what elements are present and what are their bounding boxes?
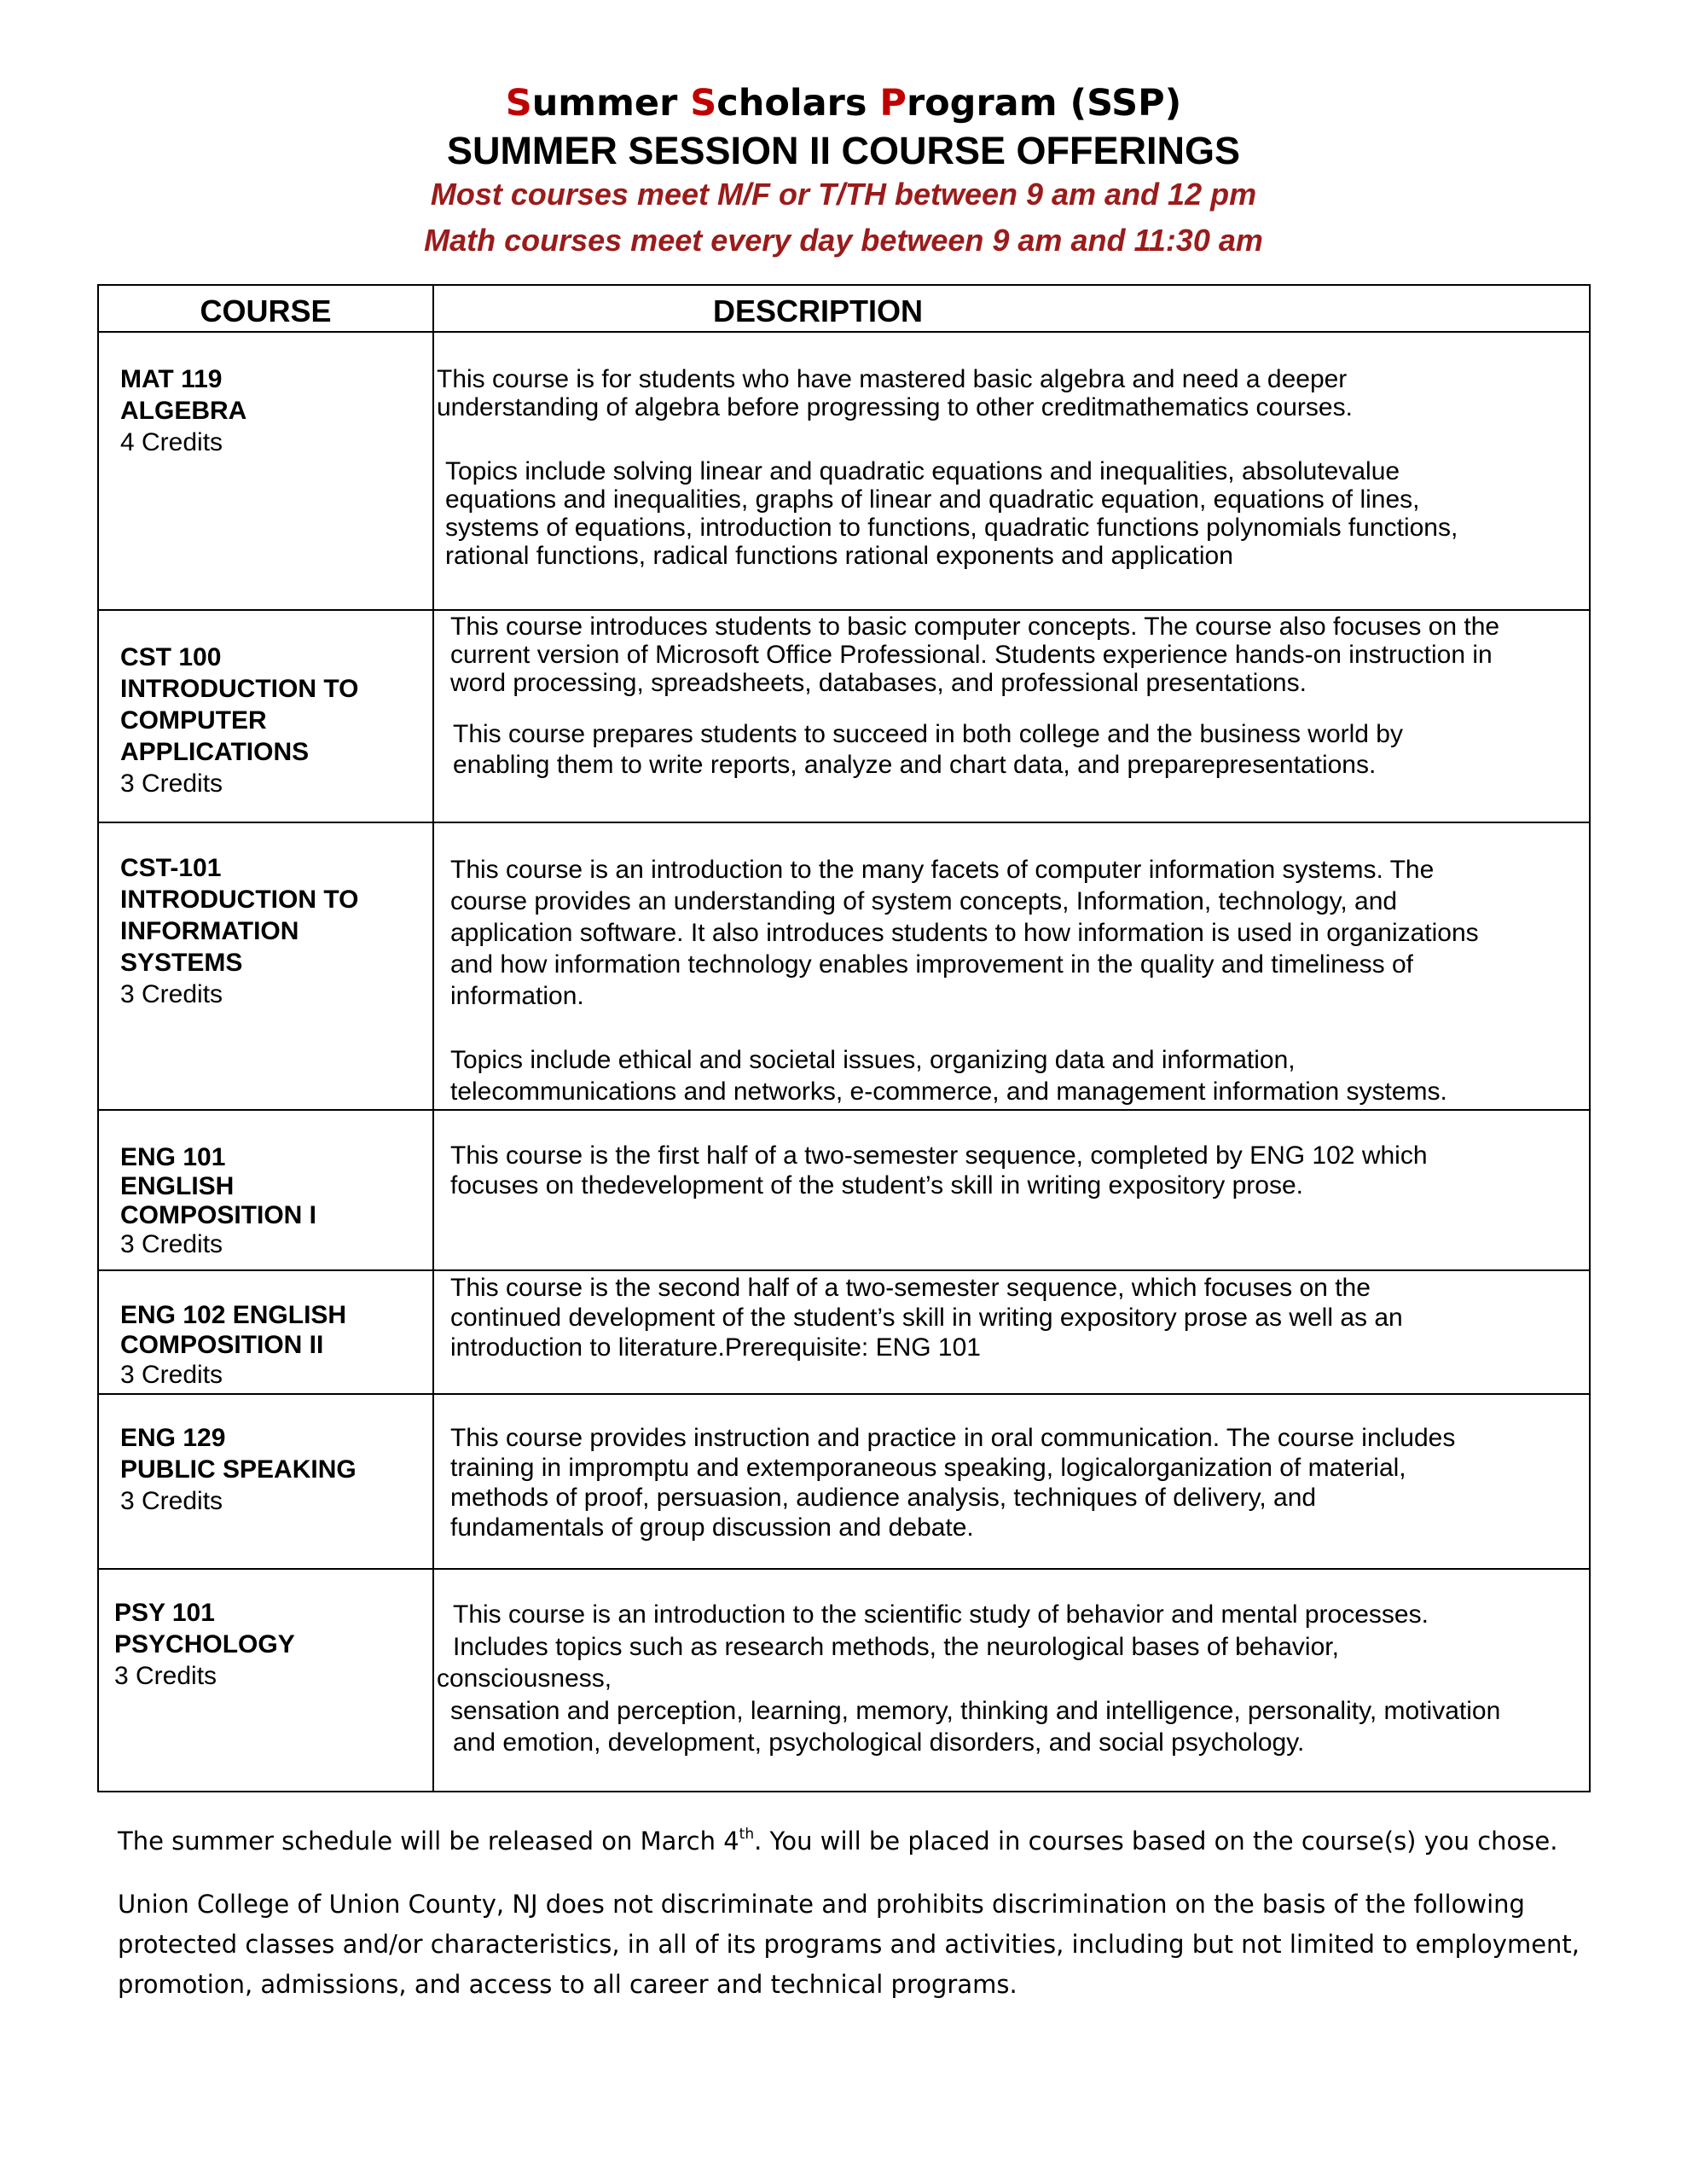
column-divider — [432, 284, 434, 1792]
column-header-course: COURSE — [200, 293, 332, 328]
description-line: Includes topics such as research methods, the neurological bases of behavior, — [453, 1632, 1339, 1661]
course-code: MAT 119 — [120, 365, 223, 393]
description-line: Topics include solving linear and quadratic equations and inequalities, absolutevalue — [445, 457, 1400, 485]
description-line: telecommunications and networks, e-commerce, and management information systems. — [450, 1077, 1447, 1106]
course-credits: 3 Credits — [120, 770, 223, 798]
description-line: methods of proof, persuasion, audience analysis, techniques of delivery, and — [450, 1484, 1317, 1512]
description-line: This course is an introduction to the scientific study of behavior and mental processes. — [453, 1600, 1429, 1629]
statement-line: protected classes and/or characteristics, in all of its programs and activities, including but not limited to employment, — [118, 1930, 1580, 1959]
course-description — [437, 1599, 1589, 1759]
row-divider — [97, 1269, 1591, 1271]
title-part: cholars — [716, 82, 880, 125]
release-text: The summer schedule will be released on March 4 — [118, 1827, 739, 1856]
description-line: understanding of algebra before progressing to other creditmathematics courses. — [437, 393, 1353, 421]
statement-line: promotion, admissions, and access to all career and technical programs. — [118, 1970, 1017, 1999]
description-line: course provides an understanding of system concepts, Information, technology, and — [450, 887, 1398, 915]
description-line: introduction to literature.Prerequisite: ENG 101 — [450, 1333, 981, 1362]
course-code: ENG 101 — [120, 1143, 226, 1171]
course-credits: 3 Credits — [120, 980, 223, 1008]
header-divider — [97, 331, 1591, 333]
description-line: This course is the first half of a two-semester sequence, completed by ENG 102 which — [450, 1141, 1428, 1170]
course-credits: 3 Credits — [120, 1487, 223, 1515]
release-text: . You will be placed in courses based on the course(s) you chose. — [754, 1827, 1558, 1856]
course-name: COMPOSITION II — [120, 1331, 324, 1359]
description-line: Topics include ethical and societal issues, organizing data and information, — [450, 1046, 1296, 1074]
statement-line: Union College of Union County, NJ does not discriminate and prohibits discrimination on the basis of the following — [118, 1890, 1525, 1919]
description-line: This course provides instruction and practice in oral communication. The course includes — [450, 1424, 1456, 1452]
course-description — [450, 1273, 1403, 1362]
schedule-note-general: Most courses meet M/F or T/TH between 9 am and 12 pm — [430, 177, 1257, 212]
description-line: sensation and perception, learning, memory, thinking and intelligence, personality, motivation — [450, 1696, 1501, 1725]
course-credits: 4 Credits — [120, 428, 223, 456]
description-line: enabling them to write reports, analyze and chart data, and preparepresentations. — [453, 751, 1377, 779]
nondiscrimination-statement — [118, 1885, 1619, 2005]
course-credits: 3 Credits — [120, 1361, 223, 1389]
schedule-release-note — [118, 1821, 1619, 1862]
course-description — [450, 613, 1587, 697]
table-border-top — [97, 284, 1591, 286]
description-line: and emotion, development, psychological disorders, and social psychology. — [453, 1728, 1305, 1757]
course-name: PSYCHOLOGY — [114, 1630, 295, 1658]
title-part: S — [505, 82, 532, 125]
description-line: consciousness, — [437, 1664, 612, 1693]
course-cell — [120, 852, 410, 1010]
course-description — [450, 1141, 1428, 1200]
description-line: continued development of the student’s skill in writing expository prose as well as an — [450, 1304, 1403, 1332]
course-cell — [120, 642, 410, 799]
course-cell — [120, 1422, 410, 1517]
description-line: focuses on thedevelopment of the student’s skill in writing expository prose. — [450, 1171, 1303, 1199]
session-subtitle: SUMMER SESSION II COURSE OFFERINGS — [446, 129, 1241, 172]
course-name: INTRODUCTION TO INFORMATION SYSTEMS — [120, 886, 359, 977]
description-line: training in impromptu and extemporaneous speaking, logicalorganization of material, — [450, 1454, 1406, 1482]
table-border-bottom — [97, 1791, 1591, 1792]
title-part: P — [879, 82, 907, 125]
course-description — [453, 719, 1403, 781]
course-description — [450, 1423, 1455, 1542]
course-cell — [120, 363, 410, 458]
description-line: This course is for students who have mastered basic algebra and need a deeper — [437, 365, 1348, 393]
description-line: equations and inequalities, graphs of linear and quadratic equation, equations of lines, — [445, 485, 1420, 514]
description-line: application software. It also introduces students to how information is used in organizations — [450, 919, 1479, 947]
description-line: rational functions, radical functions rational exponents and application — [445, 542, 1233, 570]
description-line: This course introduces students to basic computer concepts. The course also focuses on the — [450, 613, 1500, 641]
course-code: CST 100 — [120, 643, 222, 671]
course-name: ENGLISH COMPOSITION I — [120, 1172, 317, 1229]
course-name: PUBLIC SPEAKING — [120, 1455, 357, 1484]
course-description — [445, 457, 1458, 570]
description-line: fundamentals of group discussion and debate. — [450, 1513, 974, 1542]
row-divider — [97, 822, 1591, 823]
schedule-note-math: Math courses meet every day between 9 am and 11:30 am — [424, 223, 1263, 258]
table-border-right — [1589, 284, 1591, 1792]
course-code: PSY 101 — [114, 1599, 215, 1627]
title-part: rogram (SSP) — [906, 82, 1182, 125]
table-border-left — [97, 284, 99, 1792]
description-line: This course is the second half of a two-semester sequence, which focuses on the — [450, 1274, 1371, 1302]
description-line: information. — [450, 982, 584, 1010]
course-credits: 3 Credits — [114, 1662, 217, 1690]
course-cell — [114, 1597, 404, 1692]
row-divider — [97, 1393, 1591, 1395]
description-line: systems of equations, introduction to functions, quadratic functions polynomials functions, — [445, 514, 1458, 542]
row-divider — [97, 609, 1591, 611]
course-description — [437, 365, 1353, 421]
course-name: ALGEBRA — [120, 397, 247, 425]
course-code: CST-101 — [120, 854, 222, 882]
title-part: S — [690, 82, 717, 125]
course-description — [450, 854, 1479, 1012]
release-superscript: th — [739, 1826, 755, 1844]
description-line: and how information technology enables improvement in the quality and timeliness of — [450, 950, 1413, 979]
course-name: INTRODUCTION TO COMPUTER APPLICATIONS — [120, 675, 359, 766]
course-cell — [120, 1300, 410, 1390]
description-line: word processing, spreadsheets, databases, and professional presentations. — [450, 669, 1307, 697]
description-line: This course is an introduction to the many facets of computer information systems. The — [450, 856, 1435, 884]
row-divider — [97, 1568, 1591, 1570]
row-divider — [97, 1109, 1591, 1111]
course-credits: 3 Credits — [120, 1230, 223, 1258]
course-cell — [120, 1143, 410, 1259]
course-code: ENG 102 ENGLISH — [120, 1301, 347, 1329]
course-code: ENG 129 — [120, 1424, 226, 1452]
title-part: ummer — [531, 82, 691, 125]
course-description — [450, 1044, 1447, 1107]
column-header-description: DESCRIPTION — [712, 293, 924, 328]
description-line: This course prepares students to succeed in both college and the business world by — [453, 720, 1403, 748]
description-line: current version of Microsoft Office Professional. Students experience hands-on instruction in — [450, 641, 1493, 669]
